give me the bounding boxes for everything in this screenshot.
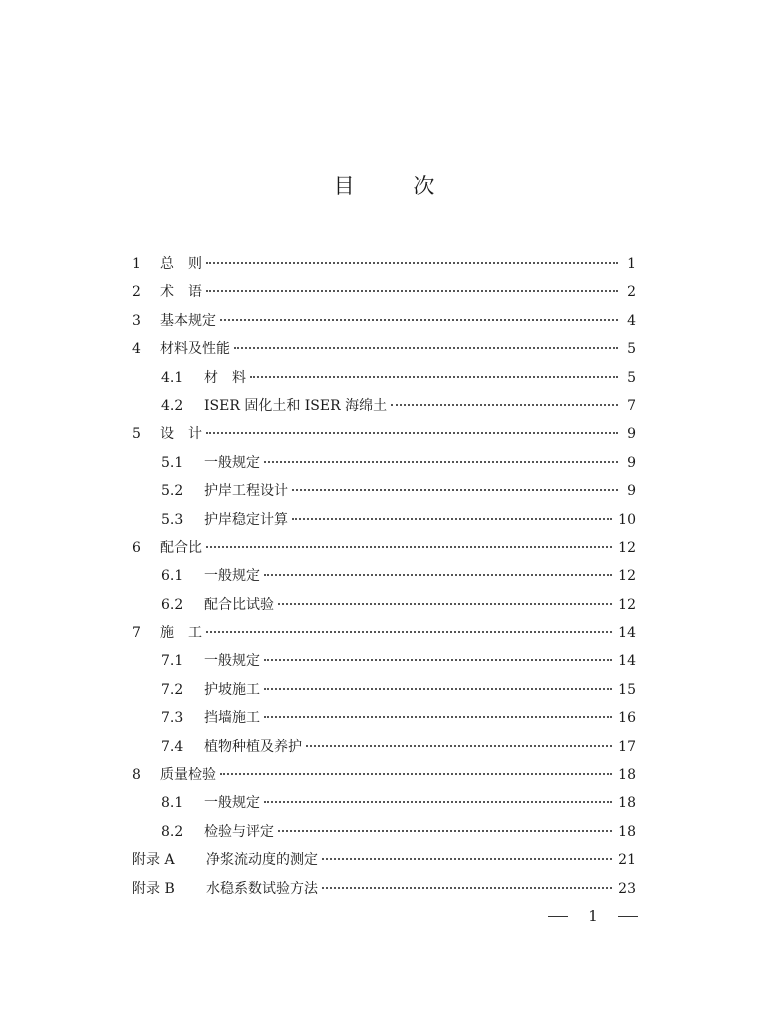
toc-entry[interactable] <box>132 565 636 593</box>
toc-entry-page: 12 <box>618 539 636 556</box>
toc-entry[interactable] <box>132 679 636 707</box>
toc-entry-page: 9 <box>627 454 636 471</box>
toc-dot-leader <box>278 830 612 832</box>
toc-entry-title: 总 则 <box>160 256 202 272</box>
toc-dot-leader <box>206 262 618 264</box>
toc-dot-leader <box>264 574 612 576</box>
toc-entry[interactable] <box>132 253 636 281</box>
toc-dot-leader <box>292 518 612 520</box>
toc-entry-page: 18 <box>618 795 636 812</box>
toc-dot-leader <box>264 688 612 690</box>
page-number: 1 <box>588 907 598 925</box>
toc-entry-title: 检验与评定 <box>204 823 274 840</box>
toc-entry[interactable] <box>132 395 636 423</box>
toc-dot-leader <box>250 376 618 378</box>
toc-entry-page: 17 <box>618 738 636 755</box>
toc-entry-number: 附录 A <box>132 852 175 869</box>
toc-entry-number: 7 <box>132 625 141 642</box>
toc-entry-number: 4 <box>132 341 141 358</box>
toc-entry-title: 护岸稳定计算 <box>204 511 288 528</box>
toc-dot-leader <box>322 887 612 889</box>
toc-entry-title: 一般规定 <box>204 454 260 471</box>
toc-entry-number: 7.3 <box>161 710 184 727</box>
toc-entry-number: 1 <box>132 256 141 272</box>
footer-dash-right <box>618 916 638 917</box>
toc-entry-title: 基本规定 <box>160 312 216 329</box>
toc-entry-title: 水稳系数试验方法 <box>206 880 318 897</box>
toc-entry-title: 设 计 <box>160 426 202 443</box>
toc-entry-number: 7.2 <box>161 681 184 698</box>
toc-entry-number: 5.3 <box>161 511 184 528</box>
toc-entry-page: 10 <box>618 511 636 528</box>
toc-dot-leader <box>206 631 612 633</box>
toc-dot-leader <box>206 546 612 548</box>
toc-entry-page: 5 <box>627 369 636 386</box>
toc-dot-leader <box>206 290 618 292</box>
toc-dot-leader <box>391 404 618 406</box>
toc-entry-title: 护岸工程设计 <box>204 483 288 500</box>
toc-entry-number: 7.4 <box>161 738 184 755</box>
toc-dot-leader <box>278 603 612 605</box>
toc-entry-page: 15 <box>618 681 636 698</box>
toc-entry[interactable] <box>132 281 636 309</box>
toc-entry[interactable] <box>132 622 636 650</box>
toc-entry-number: 5.1 <box>161 454 184 471</box>
toc-dot-leader <box>264 716 612 718</box>
toc-entry-number: 6 <box>132 539 141 556</box>
page-title: 目 次 <box>333 174 461 198</box>
toc-dot-leader <box>264 461 618 463</box>
toc-entry-page: 5 <box>627 341 636 358</box>
toc-entry[interactable] <box>132 792 636 820</box>
toc-entry[interactable] <box>132 338 636 366</box>
toc-entry-title: 质量检验 <box>160 767 216 784</box>
toc-entry-number: 5.2 <box>161 483 184 500</box>
toc-entry-number: 4.2 <box>161 397 184 414</box>
toc-dot-leader <box>206 432 618 434</box>
toc-entry-page: 18 <box>618 767 636 784</box>
toc-entry-page: 16 <box>618 710 636 727</box>
toc-entry[interactable] <box>132 849 636 877</box>
toc-entry[interactable] <box>132 736 636 764</box>
toc-entry-page: 18 <box>618 823 636 840</box>
toc-entry-title: 一般规定 <box>204 653 260 670</box>
toc-entry-title: 配合比 <box>160 539 202 556</box>
toc-entry[interactable] <box>132 423 636 451</box>
toc-entry[interactable] <box>132 878 636 906</box>
toc-entry-title: 一般规定 <box>204 795 260 812</box>
toc-entry-page: 14 <box>618 653 636 670</box>
toc-entry[interactable] <box>132 594 636 622</box>
toc-entry[interactable] <box>132 509 636 537</box>
toc-entry-page: 12 <box>618 568 636 585</box>
toc-entry-number: 8 <box>132 767 141 784</box>
toc-dot-leader <box>220 319 618 321</box>
toc-dot-leader <box>306 745 612 747</box>
toc-entry[interactable] <box>132 310 636 338</box>
toc-entry-page: 2 <box>627 284 636 301</box>
toc-entry-page: 12 <box>618 596 636 613</box>
toc-dot-leader <box>264 659 612 661</box>
toc-entry-title: 配合比试验 <box>204 596 274 613</box>
toc-entry-page: 1 <box>627 256 636 272</box>
toc-entry[interactable] <box>132 707 636 735</box>
toc-entry-page: 23 <box>618 880 636 897</box>
toc-entry[interactable] <box>132 764 636 792</box>
toc-entry-number: 6.1 <box>161 568 184 585</box>
toc-entry-page: 9 <box>627 426 636 443</box>
toc-entry-number: 4.1 <box>161 369 184 386</box>
toc-entry-page: 9 <box>627 483 636 500</box>
toc-entry-title: 植物种植及养护 <box>204 738 302 755</box>
toc-entry-page: 7 <box>627 397 636 414</box>
toc-entry[interactable] <box>132 537 636 565</box>
toc-dot-leader <box>220 773 612 775</box>
toc-entry-number: 7.1 <box>161 653 184 670</box>
toc-entry-title: 护坡施工 <box>204 681 260 698</box>
toc-dot-leader <box>292 489 618 491</box>
toc-entry[interactable] <box>132 452 636 480</box>
toc-entry-title: 净浆流动度的测定 <box>206 852 318 869</box>
toc-entry-page: 21 <box>618 852 636 869</box>
toc-dot-leader <box>264 801 612 803</box>
footer-dash-left <box>548 916 568 917</box>
toc-entry[interactable] <box>132 367 636 395</box>
toc-entry-number: 8.2 <box>161 823 184 840</box>
toc-entry[interactable] <box>132 480 636 508</box>
table-of-contents <box>132 253 636 906</box>
toc-dot-leader <box>234 347 618 349</box>
toc-entry-title: 施 工 <box>160 625 202 642</box>
toc-entry-title: 术 语 <box>160 284 202 301</box>
toc-dot-leader <box>322 858 612 860</box>
toc-entry-page: 14 <box>618 625 636 642</box>
toc-entry-page: 4 <box>627 312 636 329</box>
toc-entry-title: 一般规定 <box>204 568 260 585</box>
toc-entry-number: 附录 B <box>132 880 175 897</box>
toc-entry-number: 5 <box>132 426 141 443</box>
toc-entry-title: 材料及性能 <box>160 341 230 358</box>
page-footer <box>548 907 638 925</box>
toc-entry-title: ISER 固化土和 ISER 海绵土 <box>204 397 388 414</box>
toc-entry[interactable] <box>132 821 636 849</box>
toc-entry[interactable] <box>132 650 636 678</box>
toc-entry-number: 6.2 <box>161 596 184 613</box>
toc-entry-number: 8.1 <box>161 795 184 812</box>
toc-entry-number: 3 <box>132 312 141 329</box>
toc-entry-number: 2 <box>132 284 141 301</box>
toc-entry-title: 材 料 <box>204 369 246 386</box>
toc-entry-title: 挡墙施工 <box>204 710 260 727</box>
